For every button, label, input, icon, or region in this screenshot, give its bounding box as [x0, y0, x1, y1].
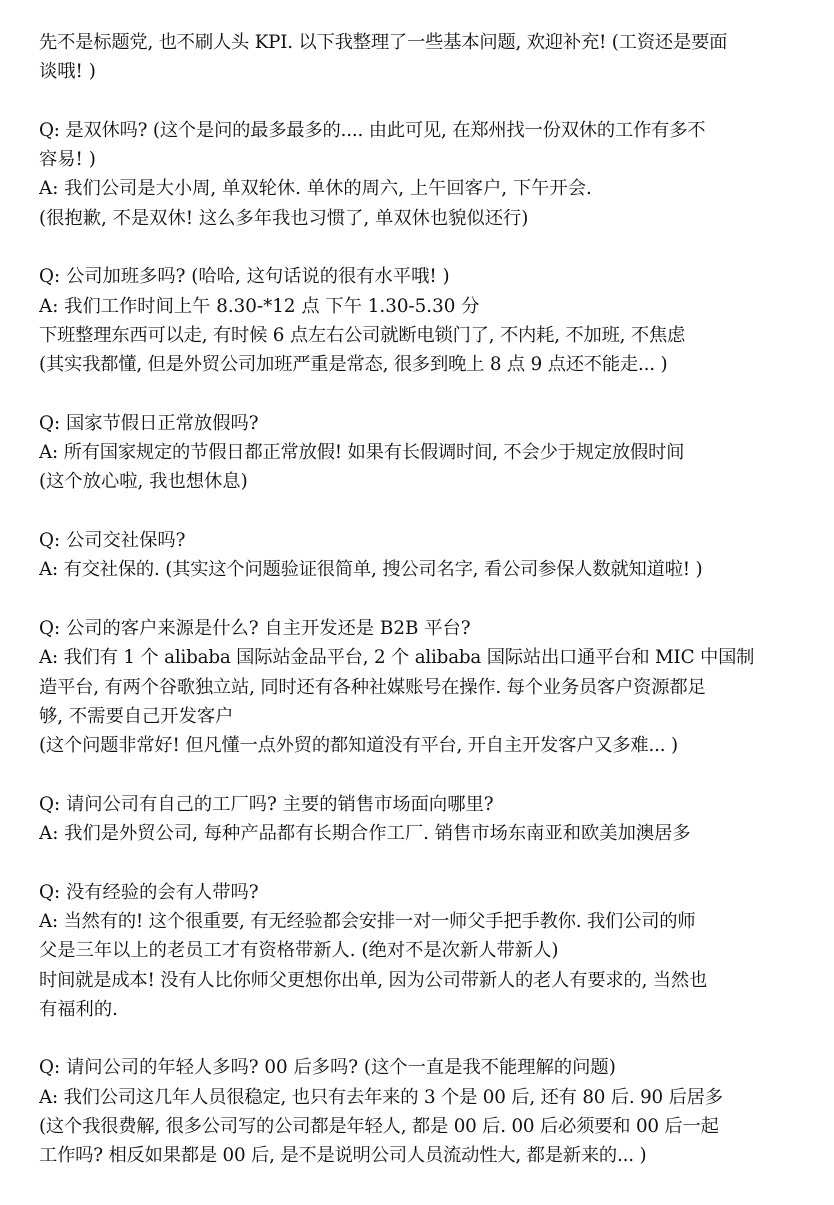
qa-social-insurance: [39, 526, 823, 585]
question-line: Q: 公司加班多吗? (哈哈, 这句话说的很有水平哦! ): [39, 266, 450, 288]
qa-factory-market: [39, 790, 823, 849]
paragraph-gap: [39, 233, 823, 262]
comment-line: (这个放心啦, 我也想休息): [39, 471, 248, 493]
answer-line: 够, 不需要自己开发客户: [39, 705, 234, 727]
paragraph-gap: [39, 497, 823, 526]
qa-client-source: [39, 614, 823, 760]
comment-line: 工作吗? 相反如果都是 00 后, 是不是说明公司人员流动性大, 都是新来的... ): [39, 1145, 647, 1167]
answer-line: A: 我们公司是大小周, 单双轮休. 单休的周六, 上午回客户, 下午开会.: [39, 178, 592, 200]
text-line: 谈哦! ): [39, 61, 96, 83]
answer-line: 有福利的.: [39, 998, 118, 1020]
answer-line: A: 我们有 1 个 alibaba 国际站金品平台, 2 个 alibaba 国际站出口通平台和 MIC 中国制: [39, 647, 755, 669]
comment-line: (很抱歉, 不是双休! 这么多年我也习惯了, 单双休也貌似还行): [39, 207, 529, 229]
question-line: Q: 请问公司有自己的工厂吗? 主要的销售市场面向哪里?: [39, 793, 494, 815]
paragraph-gap: [39, 585, 823, 614]
answer-line: 造平台, 有两个谷歌独立站, 同时还有各种社媒账号在操作. 每个业务员客户资源都足: [39, 676, 706, 698]
question-line: Q: 公司的客户来源是什么? 自主开发还是 B2B 平台?: [39, 617, 471, 639]
question-line: 容易! ): [39, 149, 96, 171]
question-line: Q: 是双休吗? (这个是问的最多最多的.... 由此可见, 在郑州找一份双休的工作有多不: [39, 119, 706, 141]
question-line: Q: 国家节假日正常放假吗?: [39, 412, 259, 434]
answer-line: A: 我们工作时间上午 8.30-*12 点 下午 1.30-5.30 分: [39, 295, 480, 317]
qa-holidays: [39, 409, 823, 497]
paragraph-gap: [39, 380, 823, 409]
intro-paragraph: [39, 28, 823, 87]
faq-document: [39, 28, 823, 1171]
answer-line: A: 当然有的! 这个很重要, 有无经验都会安排一对一师父手把手教你. 我们公司的师: [39, 910, 696, 932]
question-line: Q: 没有经验的会有人带吗?: [39, 881, 259, 903]
paragraph-gap: [39, 760, 823, 789]
qa-double-rest: [39, 116, 823, 233]
comment-line: (这个我很费解, 很多公司写的公司都是年轻人, 都是 00 后. 00 后必须要和 00 后一起: [39, 1115, 719, 1137]
answer-line: A: 我们公司这几年人员很稳定, 也只有去年来的 3 个是 00 后, 还有 80 后. 90 后居多: [39, 1086, 723, 1108]
paragraph-gap: [39, 1024, 823, 1053]
comment-line: (这个问题非常好! 但凡懂一点外贸的都知道没有平台, 开自主开发客户又多难... ): [39, 735, 678, 757]
question-line: Q: 请问公司的年轻人多吗? 00 后多吗? (这个一直是我不能理解的问题): [39, 1057, 616, 1079]
answer-line: 时间就是成本! 没有人比你师父更想你出单, 因为公司带新人的老人有要求的, 当然也: [39, 969, 708, 991]
answer-line: A: 所有国家规定的节假日都正常放假! 如果有长假调时间, 不会少于规定放假时间: [39, 442, 685, 464]
answer-line: 父是三年以上的老员工才有资格带新人. (绝对不是次新人带新人): [39, 940, 559, 962]
paragraph-gap: [39, 848, 823, 877]
qa-overtime: [39, 262, 823, 379]
answer-line: 下班整理东西可以走, 有时候 6 点左右公司就断电锁门了, 不内耗, 不加班, 不焦虑: [39, 324, 686, 346]
question-line: Q: 公司交社保吗?: [39, 530, 186, 552]
comment-line: (其实我都懂, 但是外贸公司加班严重是常态, 很多到晚上 8 点 9 点还不能走... ): [39, 354, 668, 376]
answer-line: A: 我们是外贸公司, 每种产品都有长期合作工厂. 销售市场东南亚和欧美加澳居多: [39, 823, 691, 845]
qa-young-staff: [39, 1053, 823, 1170]
paragraph-gap: [39, 87, 823, 116]
text-line: 先不是标题党, 也不刷人头 KPI. 以下我整理了一些基本问题, 欢迎补充! (工资还是要面: [39, 32, 728, 53]
qa-mentoring: [39, 878, 823, 1024]
answer-line: A: 有交社保的. (其实这个问题验证很简单, 搜公司名字, 看公司参保人数就知道啦! ): [39, 559, 703, 581]
